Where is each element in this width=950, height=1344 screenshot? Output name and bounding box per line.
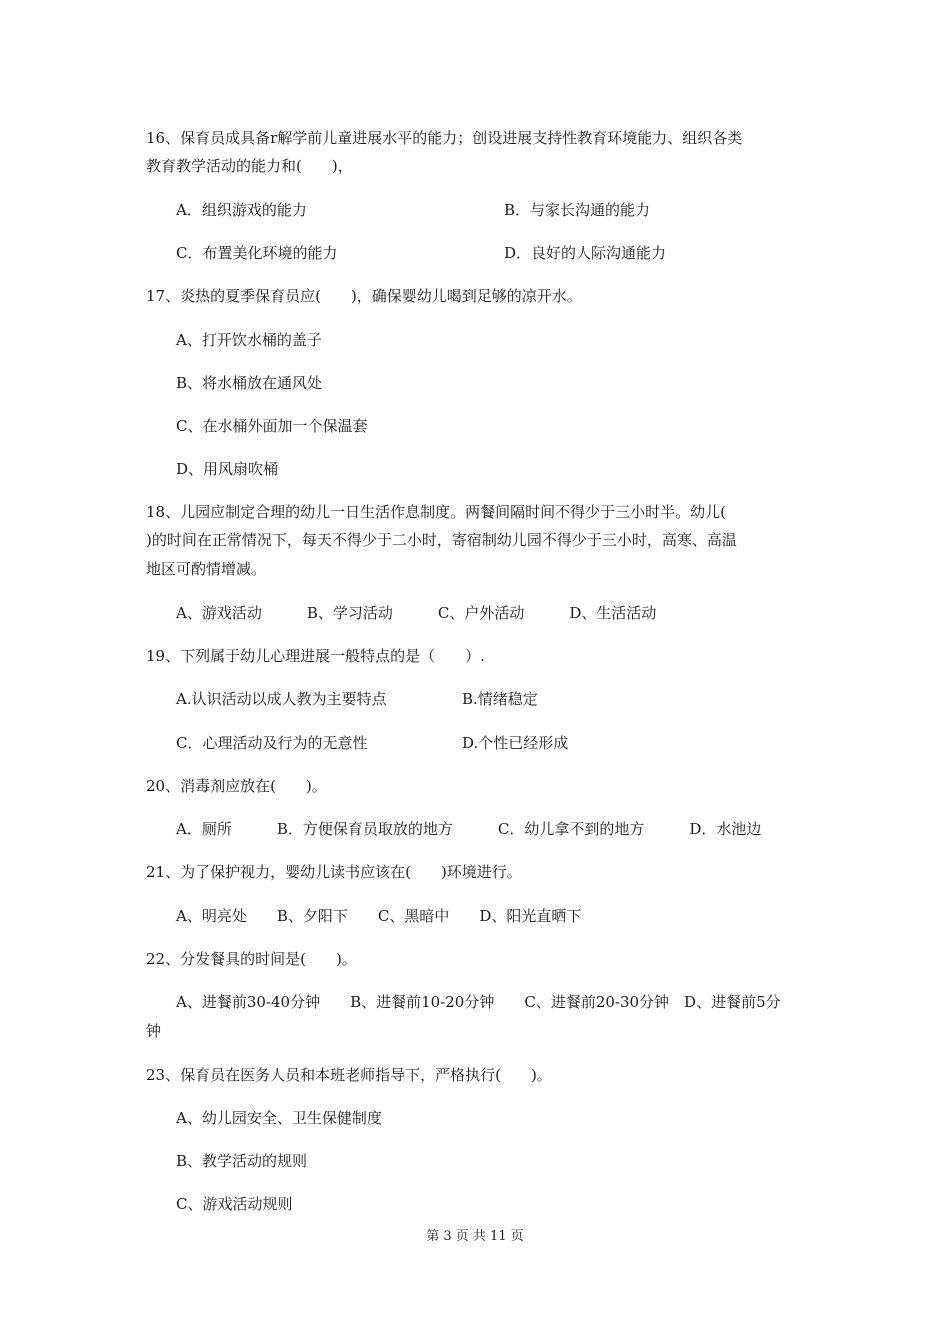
q19-option-a: A.认识活动以成人教为主要特点: [176, 690, 387, 708]
q19-option-b: B.情绪稳定: [462, 690, 538, 708]
q23-option-c: C、游戏活动规则: [176, 1195, 293, 1213]
q21-options: A、明亮处 B、夕阳下 C、黑暗中 D、阳光直晒下: [176, 907, 582, 925]
q21-line1: 21、为了保护视力，婴幼儿读书应该在( )环境进行。: [146, 863, 522, 881]
q20-line1: 20、消毒剂应放在( )。: [146, 777, 327, 795]
q23-option-b: B、教学活动的规则: [176, 1152, 308, 1170]
q18-line2: )的时间在正常情况下，每天不得少于二小时，寄宿制幼儿园不得少于三小时，高寒、高温: [146, 531, 737, 549]
q16-line2: 教育教学活动的能力和( )，: [146, 157, 353, 175]
q17-option-c: C、在水桶外面加一个保温套: [176, 417, 368, 435]
q17-option-b: B、将水桶放在通风处: [176, 374, 323, 392]
q19-option-c: C．心理活动及行为的无意性: [176, 734, 368, 752]
q16-option-d: D．良好的人际沟通能力: [504, 244, 667, 262]
q22-wrap: 钟: [146, 1022, 162, 1040]
q16-option-b: B．与家长沟通的能力: [504, 201, 651, 219]
q22-options: A、进餐前30-40分钟 B、进餐前10-20分钟 C、进餐前20-30分钟 D、进餐前5分: [176, 993, 781, 1011]
q18-options: A、游戏活动 B、学习活动 C、户外活动 D、生活活动: [176, 604, 657, 622]
q17-option-d: D、用风扇吹桶: [176, 460, 279, 478]
q19-option-d: D.个性已经形成: [462, 734, 569, 752]
q18-line3: 地区可酌情增减。: [146, 560, 267, 578]
q16-option-c: C．布置美化环境的能力: [176, 244, 338, 262]
q22-line1: 22、分发餐具的时间是( )。: [146, 950, 357, 968]
q16-line1: 16、保育员成具备r解学前儿童进展水平的能力；创设进展支持性教育环境能力、组织各类: [146, 129, 743, 147]
page-footer: 第 3 页 共 11 页: [426, 1229, 524, 1244]
q20-options: A．厕所 B．方便保育员取放的地方 C．幼儿拿不到的地方 D．水池边: [176, 820, 762, 838]
q23-line1: 23、保育员在医务人员和本班老师指导下，严格执行( )。: [146, 1066, 552, 1084]
q17-line1: 17、炎热的夏季保育员应( )，确保婴幼儿喝到足够的凉开水。: [146, 287, 582, 305]
q16-option-a: A．组织游戏的能力: [176, 201, 307, 219]
q23-option-a: A、幼儿园安全、卫生保健制度: [176, 1109, 382, 1127]
q17-option-a: A、打开饮水桶的盖子: [176, 331, 322, 349]
q18-line1: 18、儿园应制定合理的幼儿一日生活作息制度。两餐间隔时间不得少于三小时半。幼儿(: [146, 503, 726, 521]
q19-line1: 19、下列属于幼儿心理进展一般特点的是（ ）.: [146, 647, 485, 665]
